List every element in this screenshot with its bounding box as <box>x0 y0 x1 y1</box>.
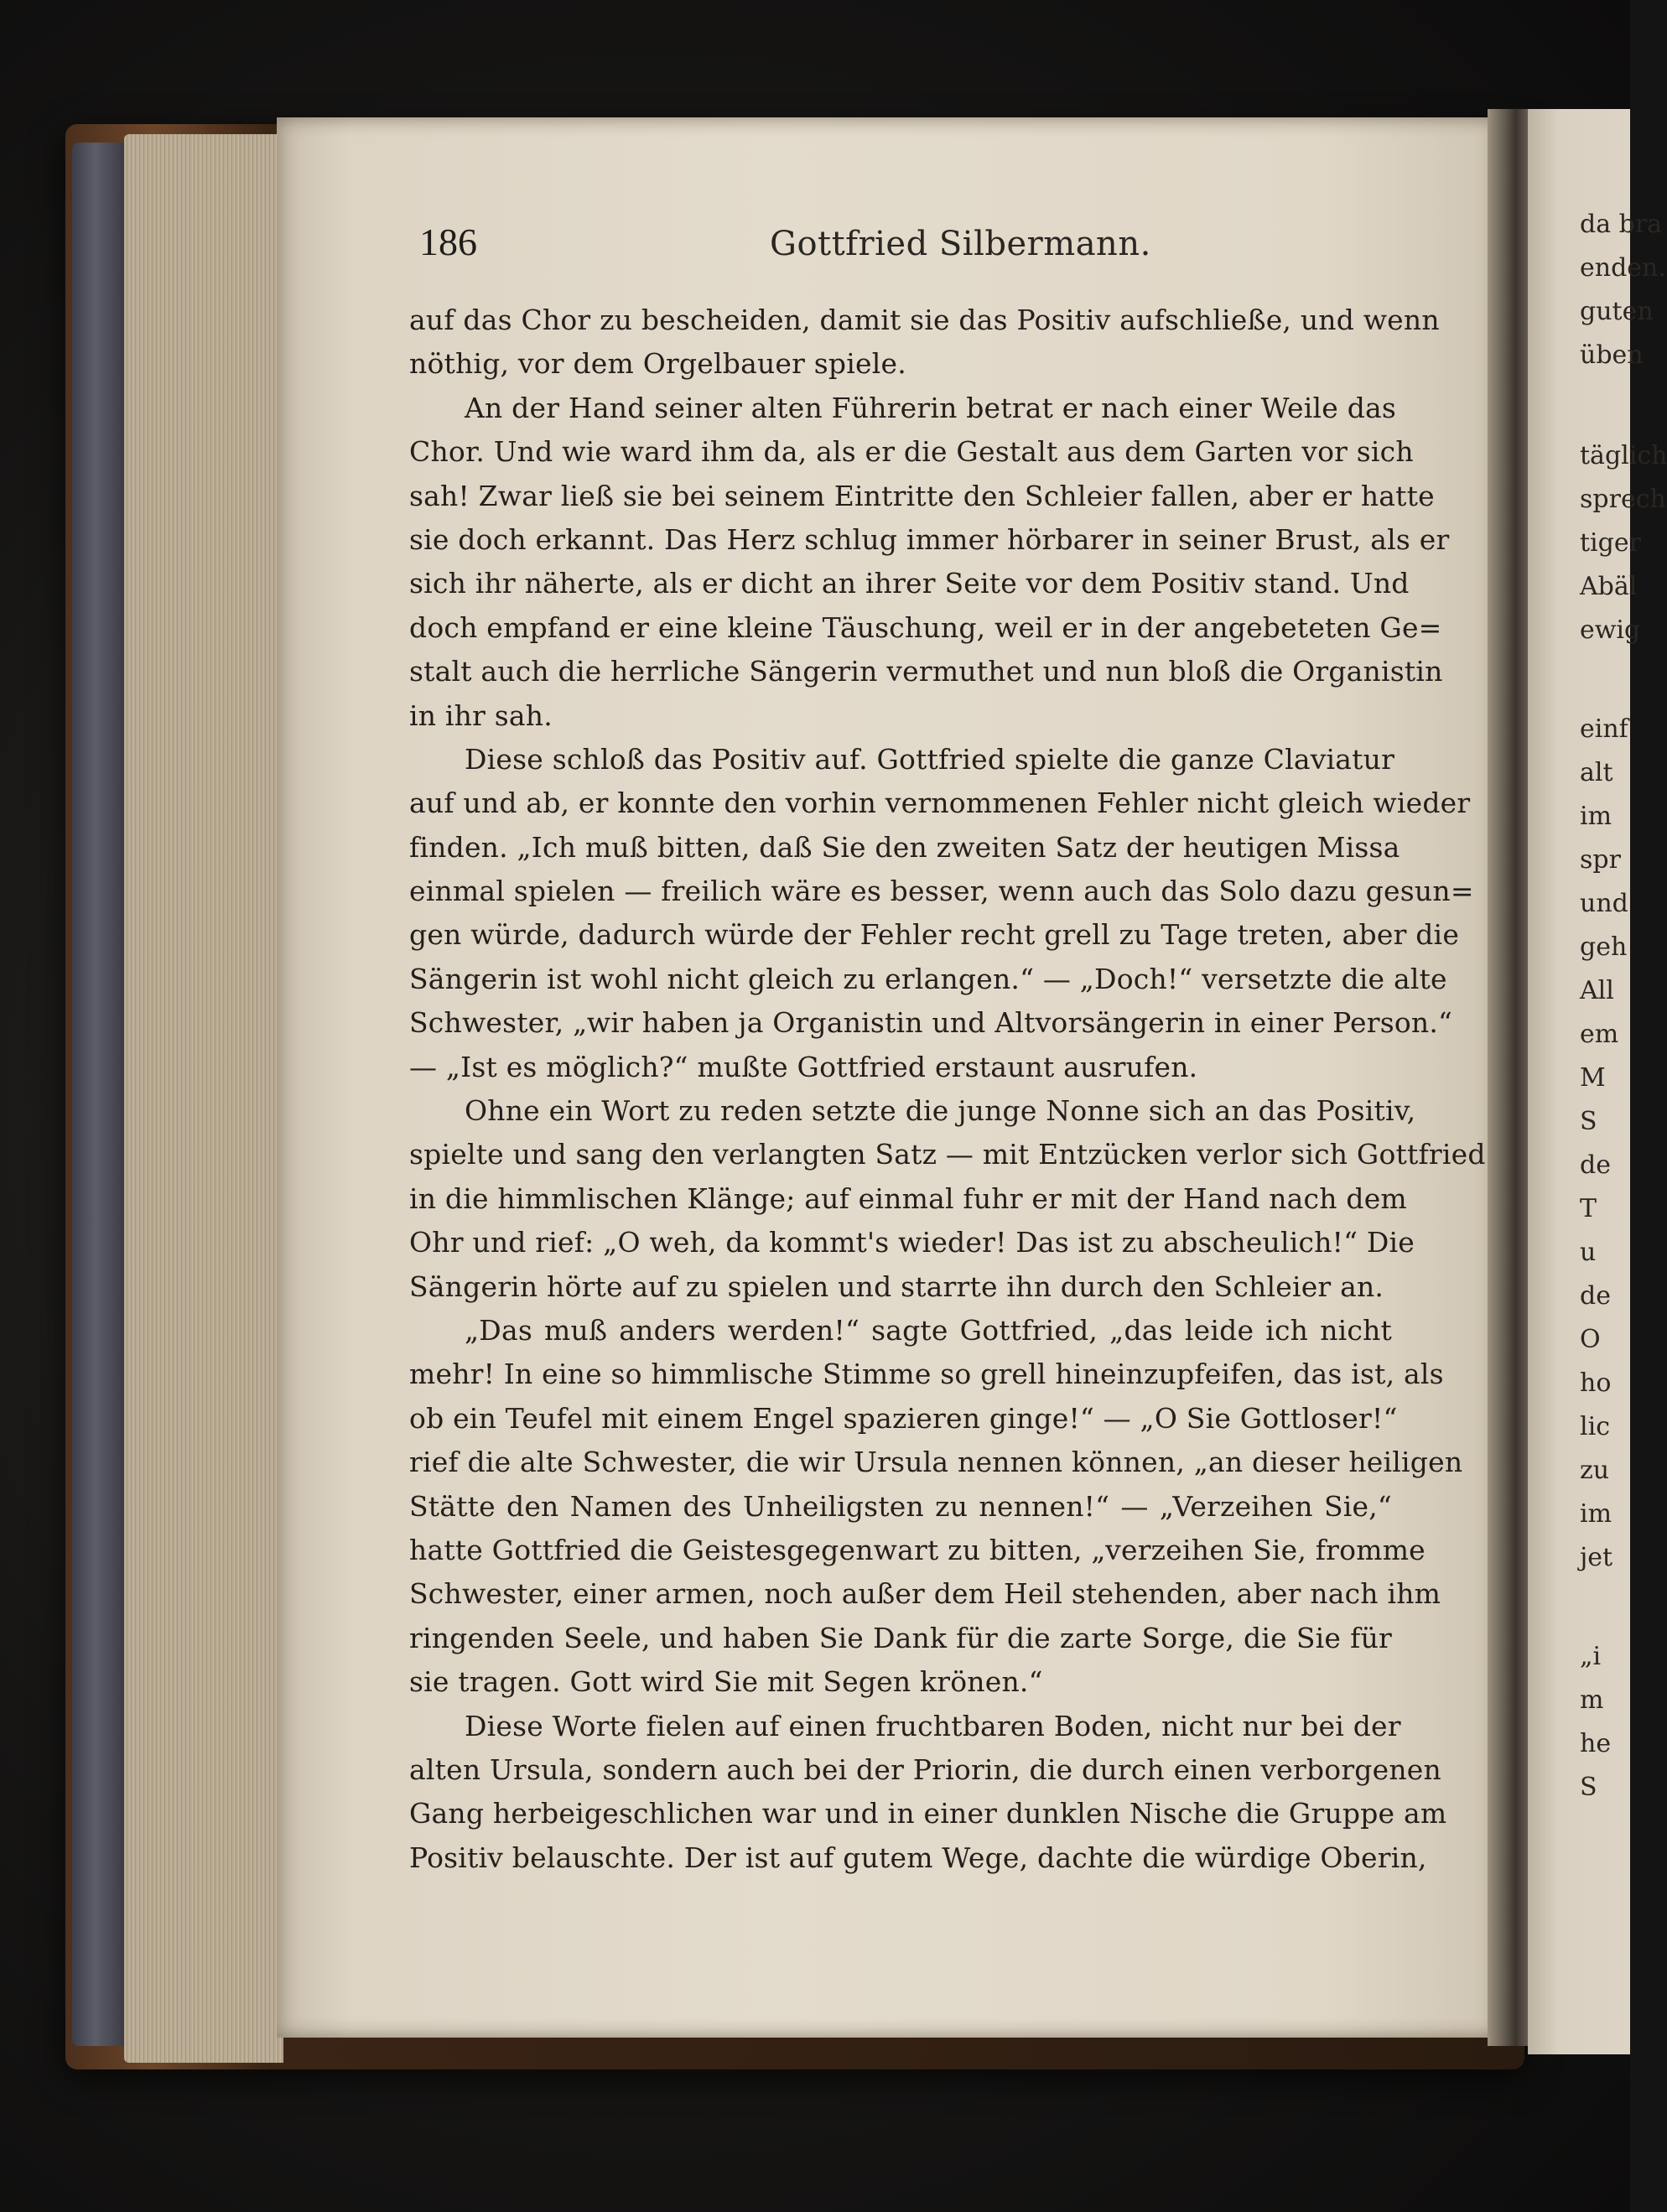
facing-page-fragment: he <box>1580 1729 1612 1758</box>
text-line: mehr! In eine so himmlische Stimme so grell hineinzupfeifen, das ist, als <box>409 1358 1444 1391</box>
facing-page-fragment: m <box>1580 1685 1604 1715</box>
text-line: sah! Zwar ließ sie bei seinem Eintritte den Schleier fallen, aber er hatte <box>409 479 1435 512</box>
facing-page-fragment: enden. <box>1580 253 1666 283</box>
text-line: finden. „Ich muß bitten, daß Sie den zweiten Satz der heutigen Missa <box>409 830 1400 864</box>
text-line: spielte und sang den verlangten Satz — mit Entzücken verlor sich Gottfried <box>409 1138 1486 1171</box>
facing-page-fragment: de <box>1580 1150 1611 1180</box>
facing-page-fragment: alt <box>1580 758 1613 787</box>
facing-page-fragment: im <box>1580 802 1612 831</box>
text-line: sie tragen. Gott wird Sie mit Segen krönen.“ <box>409 1665 1043 1699</box>
text-line: Diese Worte fielen auf einen fruchtbaren Boden, nicht nur bei der <box>465 1709 1401 1742</box>
facing-page-fragment: T <box>1580 1194 1597 1223</box>
text-line: Stätte den Namen des Unheiligsten zu nennen!“ — „Verzeihen Sie,“ <box>409 1489 1392 1523</box>
text-line: in ihr sah. <box>409 698 553 732</box>
text-line: Chor. Und wie ward ihm da, als er die Gestalt aus dem Garten vor sich <box>409 435 1414 469</box>
text-line: Schwester, einer armen, noch außer dem Heil stehenden, aber nach ihm <box>409 1577 1441 1611</box>
facing-page-fragment: spr <box>1580 845 1621 875</box>
facing-page-fragment: em <box>1580 1020 1619 1049</box>
facing-page-fragment: O <box>1580 1325 1601 1354</box>
facing-page-fragment: üben <box>1580 340 1644 370</box>
page-number: 186 <box>419 221 477 263</box>
text-line: in die himmlischen Klänge; auf einmal fuhr er mit der Hand nach dem <box>409 1181 1407 1215</box>
facing-page-fragment: guten <box>1580 297 1654 326</box>
text-line: sich ihr näherte, als er dicht an ihrer Seite vor dem Positiv stand. Und <box>409 567 1410 600</box>
text-line: ob ein Teufel mit einem Engel spazieren ginge!“ — „O Sie Gottloser!“ <box>409 1401 1398 1435</box>
text-line: doch empfand er eine kleine Täuschung, weil er in der angebeteten Ge= <box>409 610 1442 644</box>
text-line: An der Hand seiner alten Führerin betrat er nach einer Weile das <box>465 391 1397 424</box>
facing-page-fragment: zu <box>1580 1456 1610 1485</box>
facing-page-fragment: jet <box>1580 1543 1613 1572</box>
text-line: „Das muß anders werden!“ sagte Gottfried, „das leide ich nicht <box>465 1313 1392 1347</box>
facing-page-fragment: „i <box>1580 1642 1602 1671</box>
text-line: Sängerin hörte auf zu spielen und starrte ihn durch den Schleier an. <box>409 1270 1384 1303</box>
facing-page-fragment: ho <box>1580 1368 1612 1398</box>
text-line: — „Ist es möglich?“ mußte Gottfried erstaunt ausrufen. <box>409 1050 1198 1083</box>
facing-page-fragment: und <box>1580 889 1628 918</box>
facing-page-fragment: lic <box>1580 1412 1610 1441</box>
text-line: Gang herbeigeschlichen war und in einer dunklen Nische die Gruppe am <box>409 1797 1447 1830</box>
text-line: Positiv belauschte. Der ist auf gutem Wege, dachte die würdige Oberin, <box>409 1841 1427 1874</box>
facing-page-fragment: sprech <box>1580 485 1666 514</box>
facing-page-fragment: S <box>1580 1107 1597 1136</box>
facing-page-fragment: S <box>1580 1773 1597 1802</box>
text-line: Schwester, „wir haben ja Organistin und Altvorsängerin in einer Person.“ <box>409 1006 1453 1040</box>
text-line: alten Ursula, sondern auch bei der Priorin, die durch einen verborgenen <box>409 1752 1441 1786</box>
facing-page-fragment: Abäl <box>1580 572 1638 601</box>
page-block-edges <box>124 134 283 2063</box>
facing-page-fragment: im <box>1580 1499 1612 1529</box>
text-line: Ohne ein Wort zu reden setzte die junge Nonne sich an das Positiv, <box>465 1094 1416 1128</box>
text-line: hatte Gottfried die Geistesgegenwart zu bitten, „verzeihen Sie, fromme <box>409 1533 1426 1566</box>
book-spine-edge <box>72 143 131 2046</box>
text-line: stalt auch die herrliche Sängerin vermuthet und nun bloß die Organistin <box>409 655 1443 688</box>
facing-page-fragment: einf <box>1580 714 1628 744</box>
text-line: Sängerin ist wohl nicht gleich zu erlangen.“ — „Doch!“ versetzte die alte <box>409 962 1447 995</box>
text-line: auf und ab, er konnte den vorhin vernommenen Fehler nicht gleich wieder <box>409 787 1471 820</box>
facing-page-fragment: tiger <box>1580 528 1641 558</box>
facing-page <box>1528 109 1667 2054</box>
text-line: Diese schloß das Positiv auf. Gottfried spielte die ganze Claviatur <box>465 742 1395 776</box>
facing-page-fragment: u <box>1580 1238 1597 1267</box>
text-line: ringenden Seele, und haben Sie Dank für die zarte Sorge, die Sie für <box>409 1621 1392 1654</box>
body-text <box>409 299 1486 1880</box>
facing-page-fragment: M <box>1580 1063 1606 1093</box>
facing-page-fragment: da bra <box>1580 210 1663 239</box>
facing-page-fragment: geh <box>1580 932 1628 962</box>
facing-page-fragment: de <box>1580 1281 1611 1311</box>
text-line: nöthig, vor dem Orgelbauer spiele. <box>409 347 906 381</box>
facing-page-fragment: ewig <box>1580 615 1641 645</box>
facing-page-fragment: All <box>1580 976 1614 1005</box>
facing-page-fragment: täglich <box>1580 441 1667 470</box>
text-line: sie doch erkannt. Das Herz schlug immer hörbarer in seiner Brust, als er <box>409 522 1450 556</box>
text-line: einmal spielen — freilich wäre es besser, wenn auch das Solo dazu gesun= <box>409 875 1474 908</box>
running-head: Gottfried Silbermann. <box>770 225 1151 263</box>
text-line: rief die alte Schwester, die wir Ursula nennen können, „an dieser heiligen <box>409 1446 1463 1479</box>
text-line: auf das Chor zu bescheiden, damit sie das Positiv aufschließe, und wenn <box>409 304 1440 336</box>
text-line: gen würde, dadurch würde der Fehler recht grell zu Tage treten, aber die <box>409 918 1460 952</box>
text-line: Ohr und rief: „O weh, da kommt's wieder! Das ist zu abscheulich!“ Die <box>409 1226 1415 1259</box>
